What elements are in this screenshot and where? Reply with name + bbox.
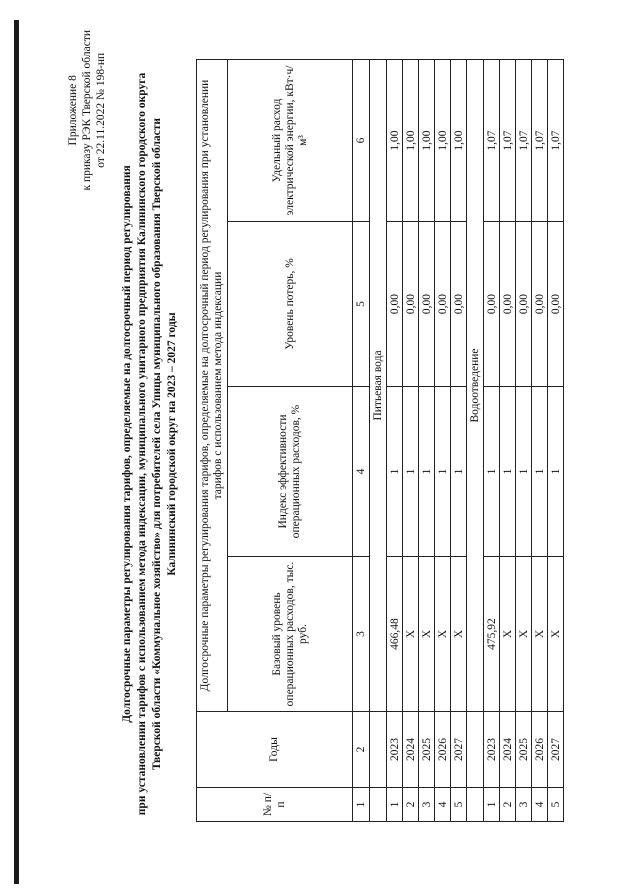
row-efficiency-index: 1 (516, 387, 532, 557)
colnum-2: 2 (353, 712, 370, 788)
section-title: Питьевая вода (370, 59, 387, 711)
parameters-table (196, 59, 564, 822)
row-base-opex: X (435, 557, 451, 712)
row-year: 2024 (403, 712, 419, 788)
table-row (484, 59, 500, 821)
title-line-1: Долгосрочные параметры регулирования тарифов, определяемые на долгосрочный период регулирования (121, 165, 133, 723)
row-efficiency-index: 1 (451, 387, 467, 557)
row-number: 1 (387, 788, 403, 822)
row-year: 2024 (500, 712, 516, 788)
row-number: 4 (532, 788, 548, 822)
row-loss-level: 0,00 (516, 222, 532, 387)
row-energy-use: 1,00 (435, 59, 451, 221)
row-year: 2026 (532, 712, 548, 788)
row-number: 1 (484, 788, 500, 822)
row-loss-level: 0,00 (403, 222, 419, 387)
row-base-opex: X (403, 557, 419, 712)
row-energy-use: 1,00 (403, 59, 419, 221)
header-col4: Индекс эффективности операционных расходов, % (228, 387, 353, 557)
row-efficiency-index: 1 (548, 387, 564, 557)
row-efficiency-index: 1 (532, 387, 548, 557)
colnum-6: 6 (353, 59, 370, 221)
annex-line-3: от 22.11.2022 № 198-нп (95, 52, 107, 168)
colnum-1: 1 (353, 788, 370, 822)
row-loss-level: 0,00 (451, 222, 467, 387)
table-row (387, 59, 403, 821)
table-row (500, 59, 516, 821)
row-year: 2025 (419, 712, 435, 788)
colnum-4: 4 (353, 387, 370, 557)
row-loss-level: 0,00 (435, 222, 451, 387)
row-base-opex: X (500, 557, 516, 712)
row-loss-level: 0,00 (419, 222, 435, 387)
empty-cell (370, 712, 387, 788)
annex-block (66, 30, 108, 191)
row-loss-level: 0,00 (532, 222, 548, 387)
title-line-4: Калининский городской округ на 2023 – 2027 годы (166, 312, 178, 576)
row-loss-level: 0,00 (484, 222, 500, 387)
row-efficiency-index: 1 (403, 387, 419, 557)
empty-cell (467, 712, 484, 788)
header-col5: Уровень потерь, % (228, 222, 353, 387)
row-number: 3 (516, 788, 532, 822)
row-energy-use: 1,07 (532, 59, 548, 221)
row-year: 2023 (484, 712, 500, 788)
empty-cell (467, 788, 484, 822)
row-number: 5 (548, 788, 564, 822)
row-loss-level: 0,00 (387, 222, 403, 387)
row-efficiency-index: 1 (387, 387, 403, 557)
table-row (532, 59, 548, 821)
row-base-opex: 475,92 (484, 557, 500, 712)
row-energy-use: 1,07 (500, 59, 516, 221)
title-line-2: при установлении тарифов с использованием метода индексации, муниципального унитарного предприятия Калининского городского округа (136, 72, 148, 816)
header-group: Долгосрочные параметры регулирования тарифов, определяемые на долгосрочный период регулирования при установлении тарифов с использованием метода индексации (197, 59, 228, 711)
row-year: 2027 (451, 712, 467, 788)
row-energy-use: 1,07 (484, 59, 500, 221)
row-loss-level: 0,00 (548, 222, 564, 387)
row-energy-use: 1,00 (451, 59, 467, 221)
row-efficiency-index: 1 (419, 387, 435, 557)
row-number: 2 (403, 788, 419, 822)
row-base-opex: X (532, 557, 548, 712)
section-row (370, 59, 387, 821)
row-efficiency-index: 1 (500, 387, 516, 557)
section-row (467, 59, 484, 821)
header-col3: Базовый уровень операционных расходов, тыс. руб. (228, 557, 353, 712)
table-row (548, 59, 564, 821)
table-row (419, 59, 435, 821)
header-col6: Удельный расход электрической энергии, кВт·ч/м³ (228, 59, 353, 221)
row-efficiency-index: 1 (484, 387, 500, 557)
table-row (451, 59, 467, 821)
scan-edge-line (14, 20, 19, 884)
row-base-opex: X (451, 557, 467, 712)
row-number: 4 (435, 788, 451, 822)
section-title: Водоотведение (467, 59, 484, 711)
table-row (403, 59, 419, 821)
table-row (435, 59, 451, 821)
row-year: 2027 (548, 712, 564, 788)
row-base-opex: X (548, 557, 564, 712)
row-number: 2 (500, 788, 516, 822)
row-year: 2023 (387, 712, 403, 788)
row-base-opex: X (516, 557, 532, 712)
row-number: 5 (451, 788, 467, 822)
colnum-3: 3 (353, 557, 370, 712)
annex-line-1: Приложение 8 (67, 75, 79, 146)
row-energy-use: 1,00 (419, 59, 435, 221)
row-loss-level: 0,00 (500, 222, 516, 387)
colnum-5: 5 (353, 222, 370, 387)
row-base-opex: X (419, 557, 435, 712)
row-number: 3 (419, 788, 435, 822)
row-year: 2025 (516, 712, 532, 788)
row-year: 2026 (435, 712, 451, 788)
title-line-3: Тверской области «Коммунальное хозяйство» для потребителей села Упицы муниципального образования Тверской области (151, 117, 163, 771)
row-energy-use: 1,07 (548, 59, 564, 221)
document-title (120, 44, 180, 844)
header-years: Годы (197, 712, 353, 788)
page-edge (0, 0, 30, 896)
empty-cell (370, 788, 387, 822)
row-energy-use: 1,07 (516, 59, 532, 221)
row-base-opex: 466,48 (387, 557, 403, 712)
table-row (516, 59, 532, 821)
row-efficiency-index: 1 (435, 387, 451, 557)
annex-line-2: к приказу РЭК Тверской области (81, 30, 93, 191)
header-num: № п/п (197, 788, 353, 822)
row-energy-use: 1,00 (387, 59, 403, 221)
